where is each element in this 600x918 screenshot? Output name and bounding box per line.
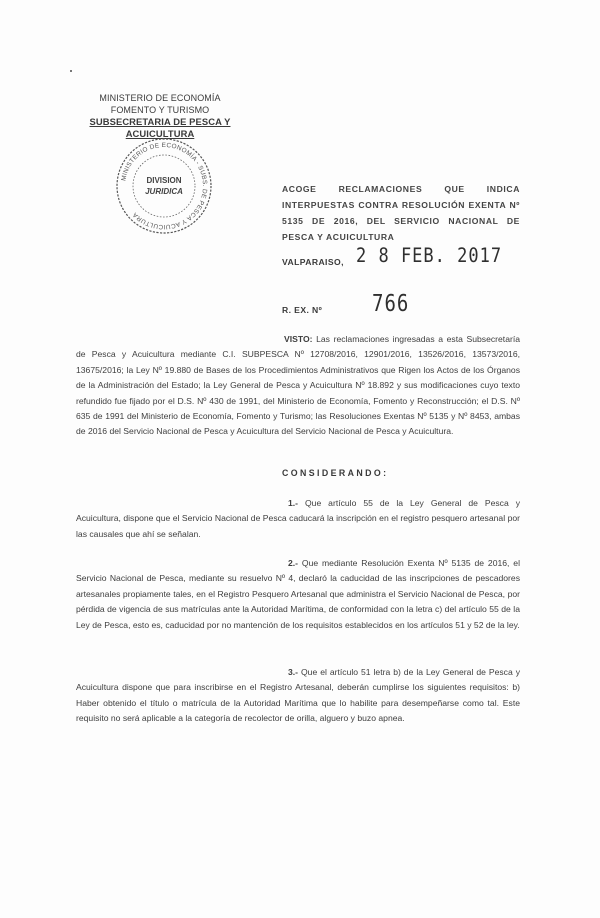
considerando-2-text: Que mediante Resolución Exenta Nº 5135 de 2016, el Servicio Nacional de Pesca, mediante su resuelvo Nº 4, declaró la caducidad de las inscripciones de pescadores artesanales propiamente tales, en el Registro Pesquero Artesanal que administra el Servicio Nacional de Pesca, por pérdida de vigencia de sus matrículas ante la Autoridad Marítima, de conformidad con la letra c) del artículo 55 de la Ley de Pesca, esto es, caducidad por no mantención de los requisitos establecidos en los artículos 51 y 52 de la ley. [76,558,520,630]
considerando-3-text: Que el artículo 51 letra b) de la Ley General de Pesca y Acuicultura dispone que para inscribirse en el Registro Artesanal, deberán cumplirse los siguientes requisitos: b) Haber obtenido el título o matrícula de la Autoridad Marítima que lo habilite para desempeñarse como tal. Este requisito no será aplicable a la categoría de recolector de orilla, alguero y buzo apnea. [76,667,520,724]
stamp-center-line1: DIVISION [146,176,182,185]
considerando-2-number: 2.- [288,558,299,568]
resolution-number: 766 [372,290,410,318]
scan-mark [70,70,72,72]
place-label: VALPARAISO, [282,257,344,267]
considerando-3 [76,665,520,727]
considerando-2 [76,556,520,633]
considerando-1-number: 1.- [288,498,299,508]
considerando-3-number: 3.- [288,667,299,677]
stamp-ring-text: MINISTERIO DE ECONOMÍA - SUBS. DE PESCA Y ACUICULTURA [120,141,209,231]
considerando-1-text: Que artículo 55 de la Ley General de Pesca y Acuicultura, dispone que el Servicio Nacional de Pesca caducará la inscripción en el registro pesquero artesanal por las causales que ahí se señalan. [76,498,520,539]
considerando-heading: CONSIDERANDO: [282,468,389,478]
stamp-inner-ring [133,155,195,217]
date-stamp: 2 8 FEB. 2017 [356,244,503,268]
visto-paragraph [76,332,520,440]
visto-text: Las reclamaciones ingresadas a esta Subsecretaría de Pesca y Acuicultura mediante C.I. SUBPESCA Nº 12708/2016, 12901/2016, 13526/2016, 13573/2016, 13675/2016; la Ley Nº 19.880 de Bases de los Procedimientos Administrativos que Rigen los Actos de los Órganos de la Administración del Estado; la Ley General de Pesca y Acuicultura Nº 18.892 y sus modificaciones cuyo texto refundido fue fijado por el D.S. Nº 430 de 1991, del Ministerio de Economía, Fomento y Reconstrucción; el D.S. Nº 635 de 1991 del Ministerio de Economía, Fomento y Turismo; las Resoluciones Exentas Nº 5135 y Nº 8453, ambas de 2016 del Servicio Nacional de Pesca y Acuicultura del Servicio Nacional de Pesca y Acuicultura. [76,334,520,437]
resolution-number-label: R. EX. Nº [282,305,323,315]
stamp-center-line2: JURIDICA [145,187,183,196]
visto-lead: VISTO: [284,334,313,344]
letterhead-subsecretaria: SUBSECRETARIA DE PESCA Y ACUICULTURA [89,116,231,139]
division-juridica-stamp [114,136,214,236]
letterhead-ministry: MINISTERIO DE ECONOMÍA [99,93,221,103]
stamp-outer-ring [117,139,211,233]
resolution-title: ACOGE RECLAMACIONES QUE INDICA INTERPUESTAS CONTRA RESOLUCIÓN EXENTA Nº 5135 DE 2016, DEL SERVICIO NACIONAL DE PESCA Y ACUICULTURA [282,184,520,242]
letterhead-department: FOMENTO Y TURISMO [110,105,210,115]
letterhead [60,92,260,140]
considerando-1 [76,496,520,542]
